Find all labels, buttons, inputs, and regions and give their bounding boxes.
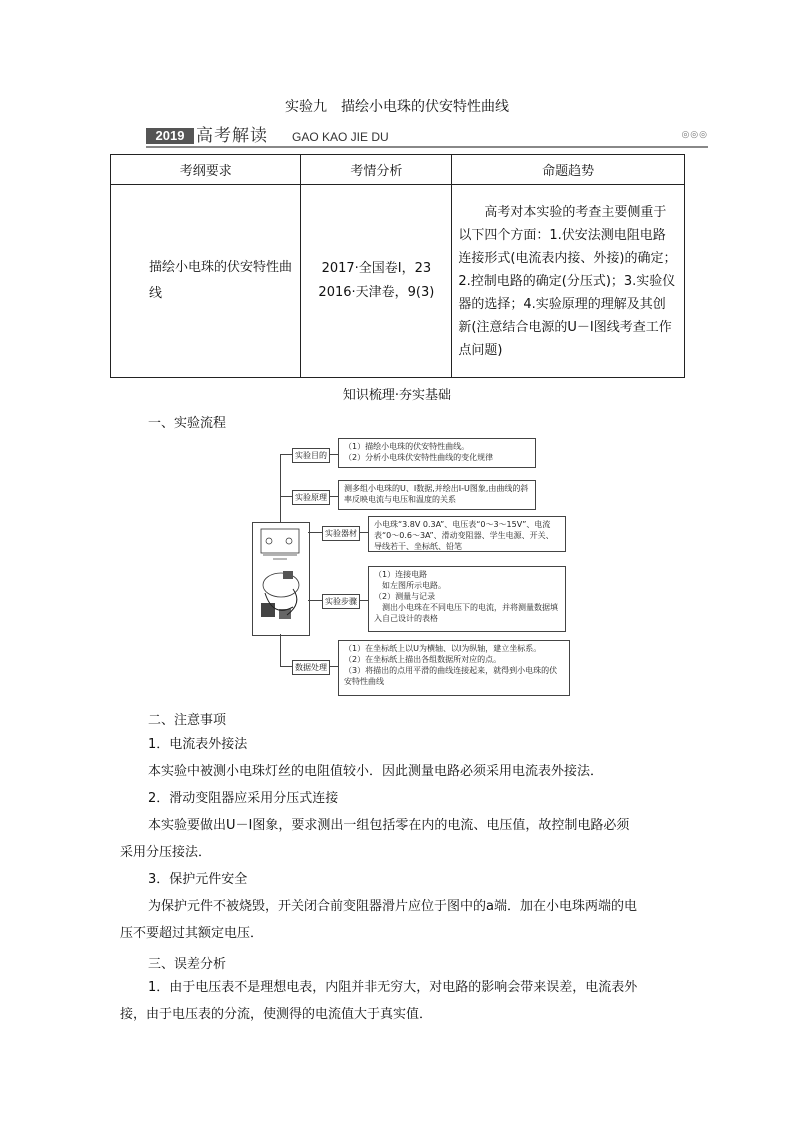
flow-box-steps: （1）连接电路 如左图所示电路。 （2）测量与记录 测出小电珠在不同电压下的电流，并将测量数据填入自己设计的表格	[368, 566, 566, 632]
flow-connector	[308, 600, 322, 601]
table-header: 考情分析	[301, 155, 452, 185]
item-text: 本实验中被测小电珠灯丝的电阻值较小．因此测量电路必须采用电流表外接法．	[148, 764, 604, 779]
banner-year: 2019	[146, 128, 194, 144]
flow-connector	[308, 532, 322, 533]
section-heading: 一、实验流程	[148, 416, 227, 431]
flow-connector	[280, 454, 281, 522]
flow-connector	[330, 496, 338, 497]
flow-box-equipment: 小电珠“3.8V 0.3A”、电压表“0～3～15V”、电流表“0～0.6～3A”、滑动变阻器、学生电源、开关、导线若干、坐标纸、铅笔	[368, 516, 566, 552]
gaokao-banner	[146, 126, 708, 148]
page-title: 实验九 描绘小电珠的伏安特性曲线	[285, 99, 509, 115]
flow-connector	[360, 532, 368, 533]
flow-connector	[280, 454, 292, 455]
analysis-line: 2017·全国卷Ⅰ，23	[321, 261, 432, 276]
analysis-line: 2016·天津卷，9(3)	[318, 285, 435, 300]
banner-title: 高考解读	[196, 126, 268, 146]
flow-connector	[360, 600, 368, 601]
table-cell-trend: 高考对本实验的考查主要侧重于以下四个方面：1.伏安法测电阻电路连接形式(电流表内接、外接)的确定；2.控制电路的确定(分压式)；3.实验仪器的选择；4.实验原理的理解及其创新(注意结合电源的U－I图线考查工作点问题)	[452, 185, 685, 378]
item-title: 2．滑动变阻器应采用分压式连接	[148, 791, 339, 806]
flow-connector	[280, 666, 292, 667]
flow-box-data: （1）在坐标纸上以U为横轴、以I为纵轴，建立坐标系。 （2）在坐标纸上描出各组数据所对应的点。 （3）将描出的点用平滑的曲线连接起来，就得到小电珠的伏安特性曲线	[338, 640, 570, 696]
section-heading: 三、误差分析	[148, 957, 227, 972]
item-text: 本实验要做出U－I图象，要求测出一组包括零在内的电流、电压值，故控制电路必须	[148, 818, 630, 833]
table-cell-requirement: 描绘小电珠的伏安特性曲线	[111, 185, 301, 378]
item-text: 压不要超过其额定电压．	[120, 926, 264, 941]
item-text: 采用分压接法．	[120, 845, 212, 860]
flow-label-principle: 实验原理	[292, 490, 330, 505]
banner-subtitle: GAO KAO JIE DU	[292, 130, 389, 144]
table-header: 命题趋势	[452, 155, 685, 185]
circuit-and-bulb-icon	[253, 523, 309, 635]
flow-box-principle: 测多组小电珠的U、I数据,并绘出I-U图象,由曲线的斜率反映电流与电压和温度的关系	[338, 480, 536, 510]
apparatus-illustration	[252, 522, 310, 636]
flow-connector	[330, 454, 338, 455]
flow-label-purpose: 实验目的	[292, 448, 330, 463]
flow-connector	[330, 666, 338, 667]
table-cell-analysis	[301, 185, 452, 378]
item-text: 1．由于电压表不是理想电表，内阻并非无穷大，对电路的影响会带来误差，电流表外	[148, 980, 638, 995]
flow-label-steps: 实验步骤	[322, 594, 360, 609]
knowledge-heading: 知识梳理·夯实基础	[342, 388, 452, 403]
experiment-flow-diagram	[250, 434, 570, 700]
table-header: 考纲要求	[111, 155, 301, 185]
item-text: 接，由于电压表的分流，使测得的电流值大于真实值．	[120, 1007, 433, 1022]
item-title: 1．电流表外接法	[148, 737, 248, 752]
section-heading: 二、注意事项	[148, 713, 227, 728]
flow-label-data: 数据处理	[292, 660, 330, 675]
flow-connector	[280, 496, 292, 497]
flow-label-equipment: 实验器材	[322, 526, 360, 541]
item-title: 3．保护元件安全	[148, 872, 248, 887]
flow-connector	[280, 634, 281, 666]
flow-box-purpose: （1）描绘小电珠的伏安特性曲线。 （2）分析小电珠伏安特性曲线的变化规律	[338, 438, 536, 468]
requirements-table	[110, 154, 685, 378]
banner-dots-icon: ◎◎◎	[681, 130, 708, 140]
banner-rule	[146, 146, 708, 148]
item-text: 为保护元件不被烧毁，开关闭合前变阻器滑片应位于图中的a端．加在小电珠两端的电	[148, 899, 637, 914]
